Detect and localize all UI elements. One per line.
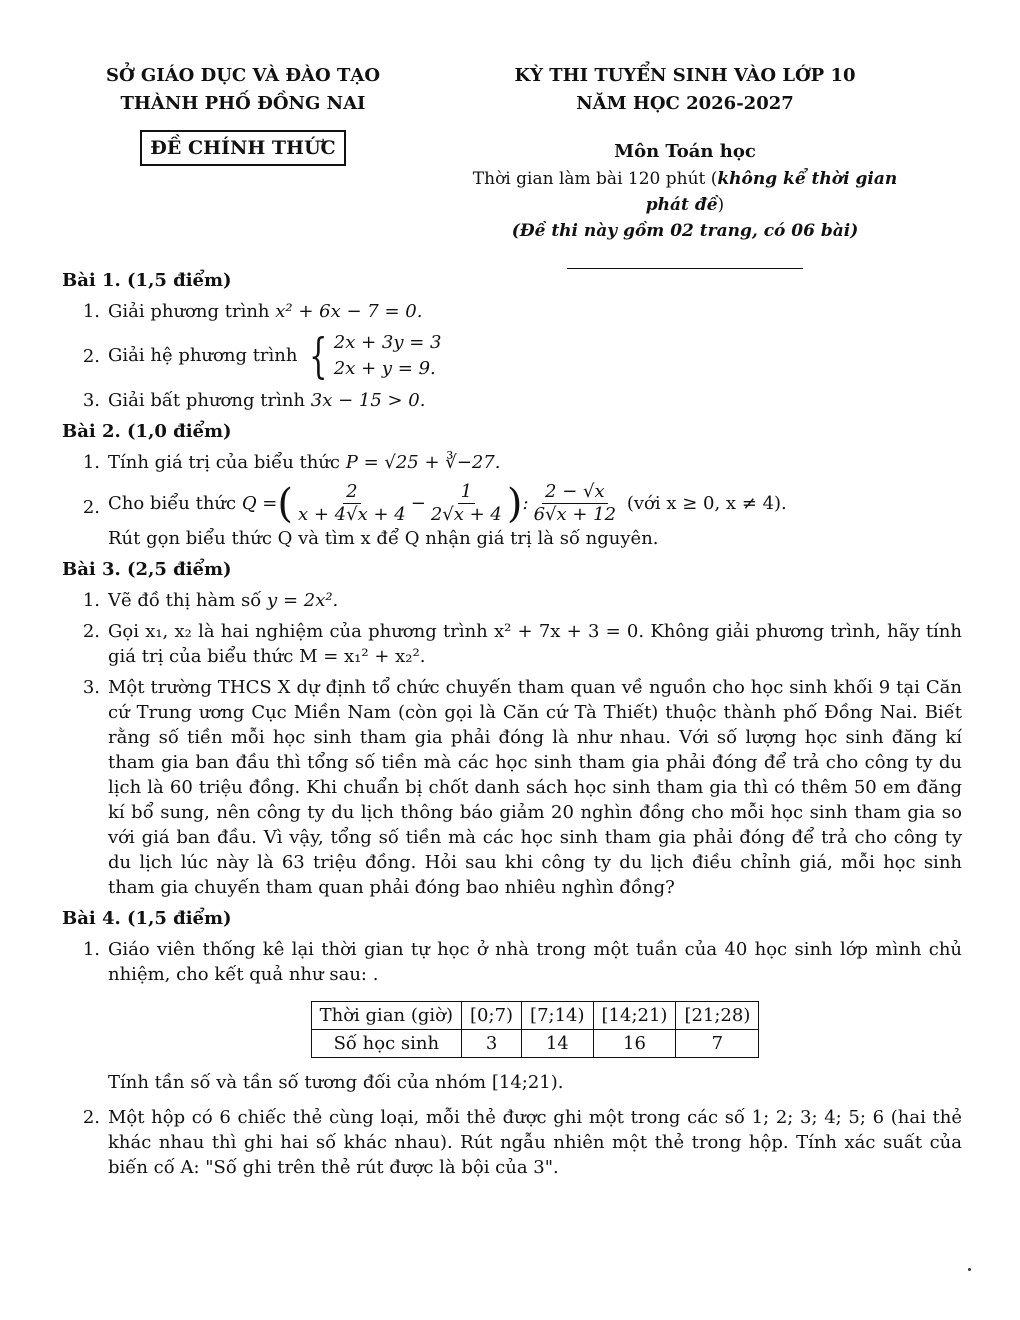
table-row: Thời gian (giờ) [0;7) [7;14) [14;21) [21;28) — [311, 1002, 759, 1030]
bai1-title: Bài 1. (1,5 điểm) — [62, 270, 232, 291]
official-label: ĐỀ CHÍNH THỨC — [140, 130, 345, 166]
department-line1: SỞ GIÁO DỤC VÀ ĐÀO TẠO — [105, 65, 381, 86]
bai2-q2: 2. Cho biểu thức Q = ( $\frac{2}{x + 4√x + 4}$ − $\frac{1}{2√x + 4}$ ) : $\frac{2 - √x}{6√x + 12}$ (với x ≥ 0, x ≠ 4). Rút gọn biểu thức Q và tìm x để Q nhận giá trị là số nguyên. — [62, 481, 962, 551]
bai2-title: Bài 2. (1,0 điểm) — [62, 421, 232, 442]
equation-system: { 2x + 3y = 3 2x + y = 9. — [309, 328, 442, 384]
bai3-q2: 2. Gọi x₁, x₂ là hai nghiệm của phương trình x² + 7x + 3 = 0. Không giải phương trình, hãy tính giá trị của biểu thức M = x₁² + x₂². — [82, 621, 962, 667]
header-right — [470, 62, 900, 269]
bai4-title: Bài 4. (1,5 điểm) — [62, 908, 232, 929]
frequency-table — [311, 1001, 760, 1058]
bai1-q1: 1. Giải phương trình x² + 6x − 7 = 0. — [82, 301, 423, 322]
exam-title: KỲ THI TUYỂN SINH VÀO LỚP 10 — [514, 65, 856, 86]
school-year: NĂM HỌC 2026-2027 — [576, 93, 794, 114]
bai4-q2: 2. Một hộp có 6 chiếc thẻ cùng loại, mỗi thẻ được ghi một trong các số 1; 2; 3; 4; 5; 6 (hai thẻ khác nhau thì ghi hai số khác nhau). Rút ngẫu nhiên một thẻ trong hộp. Tính xác suất của biến cố A: "Số ghi trên thẻ rút được là bội của 3". — [82, 1107, 962, 1178]
fraction-1: $\frac{2}{x + 4√x + 4}$ — [298, 481, 406, 525]
bai1-q2: 2. Giải hệ phương trình { 2x + 3y = 3 2x + y = 9. — [82, 328, 442, 384]
bai3-q3: 3. Một trường THCS X dự định tổ chức chuyến tham quan về nguồn cho học sinh khối 9 tại Căn cứ Trung ương Cục Miền Nam (còn gọi là Căn cứ Tà Thiết) thuộc thành phố Đồng Nai. Biết rằng số tiền mỗi học sinh tham gia phải đóng là như nhau. Với số lượng học sinh đăng kí tham gia ban đầu thì tổng số tiền mà các học sinh tham gia phải đóng để trả cho công ty du lịch là 60 triệu đồng. Khi chuẩn bị chốt danh sách học sinh tham gia thì có thêm 50 em đăng kí bổ sung, nên công ty du lịch thông báo giảm 20 nghìn đồng cho mỗi học sinh tham gia so với giá ban đầu. Vì vậy, tổng số tiền mà các học sinh tham gia phải đóng để trả cho công ty du lịch lúc này là 63 triệu đồng. Hỏi sau khi công ty du lịch điều chỉnh giá, mỗi học sinh tham gia chuyến tham quan phải đóng bao nhiêu nghìn đồng? — [82, 677, 962, 898]
subject: Môn Toán học — [614, 141, 756, 162]
department-line2: THÀNH PHỐ ĐỒNG NAI — [120, 93, 366, 114]
pages-note: (Đề thi này gồm 02 trang, có 06 bài) — [511, 221, 859, 241]
bai4-q1: 1. Giáo viên thống kê lại thời gian tự học ở nhà trong một tuần của 40 học sinh lớp mình chủ nhiệm, cho kết quả như sau: . Thời gian (giờ) [0;7) [7;14) [14;21) [21;28) Số học sinh 3 14 16 7 Tính tần số và tần số tương đối của nhóm [14;21). — [82, 939, 962, 1093]
fraction-2: $\frac{1}{2√x + 4}$ — [430, 481, 502, 525]
fraction-3: $\frac{2 - √x}{6√x + 12}$ — [533, 481, 617, 525]
exam-content — [62, 262, 962, 1186]
table-row: Số học sinh 3 14 16 7 — [311, 1030, 759, 1058]
bai2-q1: 1. Tính giá trị của biểu thức P = √25 + ∛−27. — [82, 452, 501, 473]
stray-dot — [968, 1268, 971, 1271]
bai2-q2-line2: Rút gọn biểu thức Q và tìm x để Q nhận giá trị là số nguyên. — [108, 528, 659, 549]
bai1-q3: 3. Giải bất phương trình 3x − 15 > 0. — [82, 390, 426, 411]
bai3-q1: 1. Vẽ đồ thị hàm số y = 2x². — [82, 590, 339, 611]
time-line: Thời gian làm bài 120 phút (không kể thời gian phát đề) — [472, 169, 898, 215]
bai3-title: Bài 3. (2,5 điểm) — [62, 559, 232, 580]
header-left — [78, 62, 408, 166]
